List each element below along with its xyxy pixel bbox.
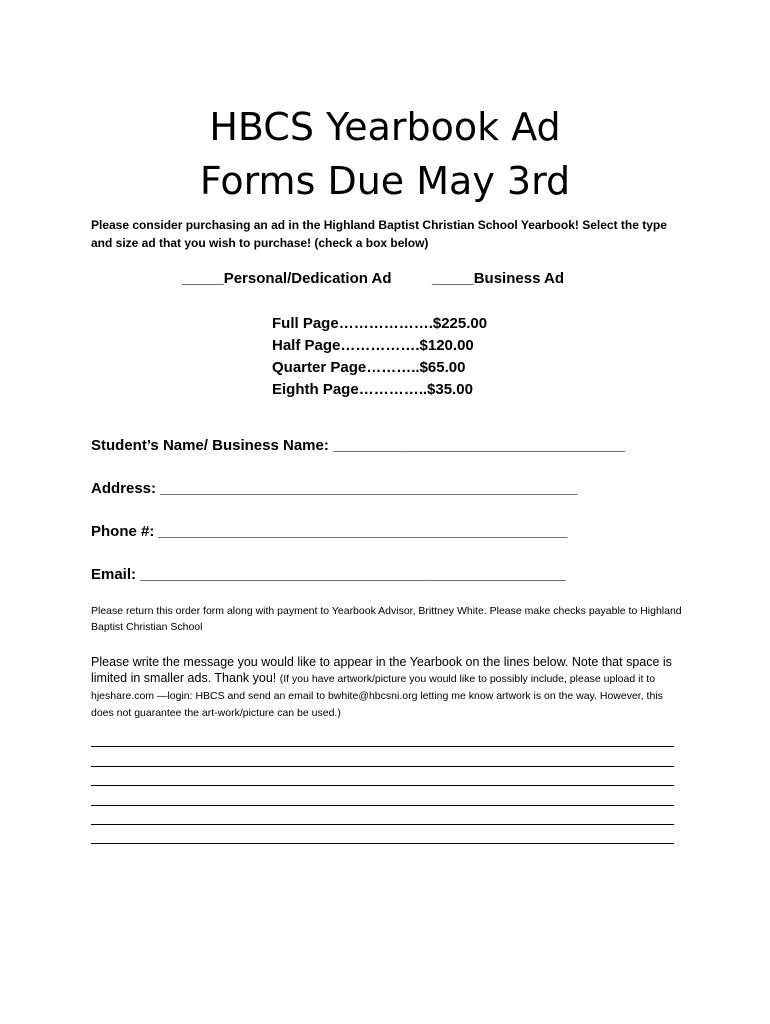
price-label: Eighth Page (272, 381, 359, 398)
message-main-text: Please write the message you would like to appear in the Yearbook on the lines below. Note that space is limited in smaller ads. Thank you! (91, 655, 672, 685)
address-field[interactable] (91, 480, 577, 497)
price-row-full (272, 313, 487, 335)
price-dots: ………………. (338, 315, 433, 332)
price-label: Full Page (272, 315, 339, 332)
email-line[interactable]: ___________________________________________________ (140, 566, 566, 583)
message-line[interactable] (91, 806, 674, 825)
price-dots: ………….. (358, 381, 428, 398)
price-label: Quarter Page (272, 359, 367, 376)
address-line[interactable]: __________________________________________________ (160, 480, 578, 497)
price-label: Half Page (272, 337, 341, 354)
price-dots: ……….. (366, 359, 420, 376)
message-line[interactable] (91, 825, 674, 844)
price-dots: ……………. (340, 337, 420, 354)
message-line[interactable] (91, 728, 674, 747)
name-label: Student’s Name/ Business Name: (91, 437, 334, 454)
address-label: Address: (91, 480, 161, 497)
phone-line[interactable]: _________________________________________________ (158, 523, 568, 540)
title-line-2: Forms Due May 3rd (199, 159, 571, 203)
business-ad-option[interactable]: _____Business Ad (432, 270, 565, 287)
phone-field[interactable] (91, 523, 567, 540)
email-label: Email: (91, 566, 141, 583)
price-list (272, 313, 487, 401)
price-row-quarter (272, 357, 487, 379)
message-line[interactable] (91, 767, 674, 786)
price-value: $65.00 (419, 359, 466, 376)
page-title (0, 100, 770, 208)
price-value: $35.00 (427, 381, 473, 398)
message-line[interactable] (91, 747, 674, 766)
return-instructions: Please return this order form along with payment to Yearbook Advisor, Brittney White. Please make checks payable to Highland Baptist Christian School (91, 605, 682, 633)
price-row-eighth (272, 379, 487, 401)
message-write-area[interactable] (91, 728, 674, 844)
message-line[interactable] (91, 786, 674, 805)
title-line-1: HBCS Yearbook Ad (209, 105, 561, 149)
personal-ad-option[interactable]: _____Personal/Dedication Ad (182, 270, 392, 287)
intro-text: Please consider purchasing an ad in the Highland Baptist Christian School Yearbook! Select the type and size ad that you wish to purchase! (check a box below) (91, 218, 667, 250)
price-value: $225.00 (432, 315, 488, 332)
name-field[interactable] (91, 437, 625, 454)
message-upload-note: (If you have artwork/picture you would like to possibly include, please upload it to hjeshare.com —login: HBCS and send an email to bwhite@hbcsni.org letting me know artwork is on the way. However, this does not guarantee the art-work/picture can be used.) (91, 673, 663, 719)
price-value: $120.00 (419, 337, 474, 354)
email-field[interactable] (91, 566, 566, 583)
phone-label: Phone #: (91, 523, 159, 540)
name-line[interactable]: ___________________________________ (333, 437, 625, 454)
message-instructions (91, 654, 681, 721)
price-row-half (272, 335, 487, 357)
